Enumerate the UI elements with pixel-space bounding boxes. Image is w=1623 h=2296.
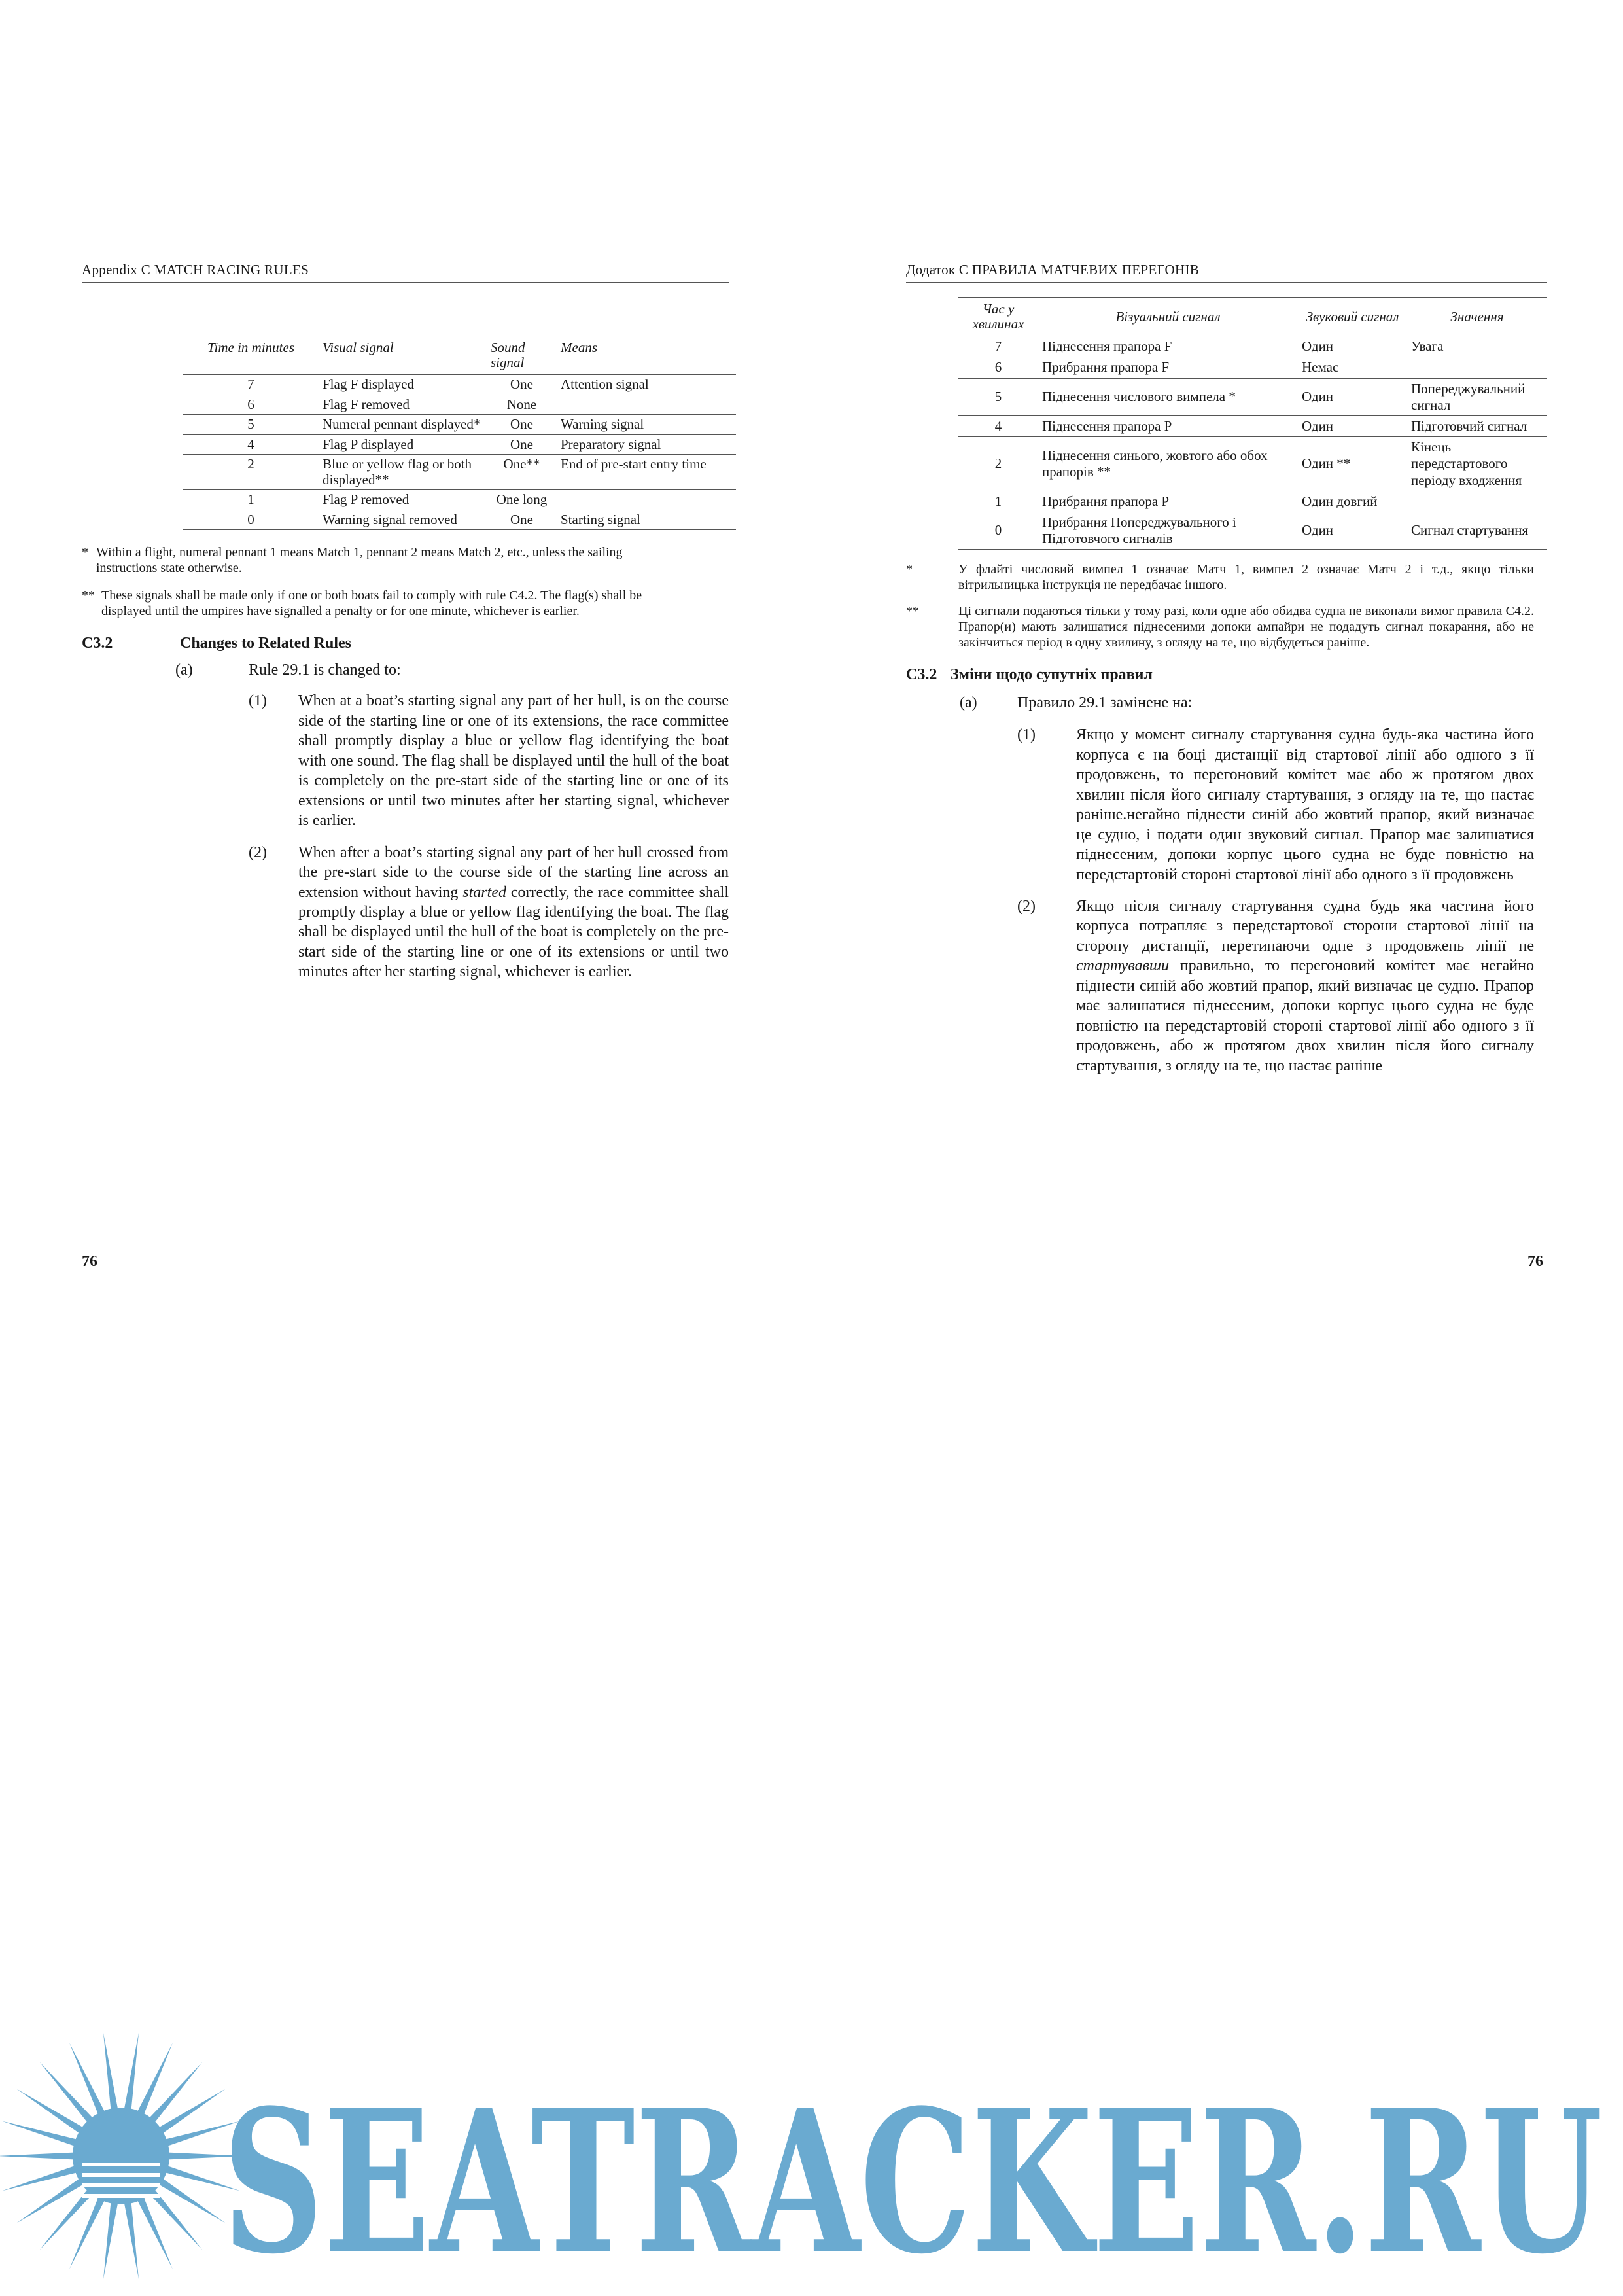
item-text: Якщо у момент сигналу стартування судна будь-яка частина його корпуса є на боці дистанції від стартової лінії або одного з її продовжень, то перегоновий комітет має або ж протягом двох хвилин після його сигналу стартування, з огляду на те, що настає раніше.негайно піднести синій або жовтий прапор, який визначає це судно, і подати один звуковий сигнал. Прапор має залишатися піднесеним, допоки корпус цього судна не буде повністю на передстартовій стороні стартової лінії або одного з її продовжень xyxy=(1076,726,1534,883)
item-text-part: correctly, the race committee shall promptly display a blue or yellow flag identifying the boat. The flag shall be displayed until the hull of the boat is completely on the pre-start side of the starting line or one of its extensions or until two minutes after her starting signal, whichever is earlier. xyxy=(298,883,729,981)
item-text-part: When after a boat’s starting signal any part of her hull crossed from the pre-start side to the course side of the starting line across an extension without having xyxy=(298,843,729,901)
ukrainian-column xyxy=(906,262,1547,1076)
item-text xyxy=(298,843,729,982)
cell-time: 0 xyxy=(247,511,254,527)
item-number: (1) xyxy=(1017,726,1036,744)
cell-sound: One long xyxy=(496,491,548,508)
table-row xyxy=(183,434,736,455)
footnote-mark: ** xyxy=(906,604,919,619)
cell-sound: Немає xyxy=(1302,359,1338,376)
cell-time: 2 xyxy=(247,456,254,472)
cell-sound: One xyxy=(510,436,533,452)
cell-sound: One xyxy=(510,416,533,433)
footnote-mark: * xyxy=(82,545,88,560)
item-text-part: правильно, то перегоновий комітет має негайно піднести синій або жовтий прапор, який визначає це судно. Прапор має залишатися піднесеним, допоки корпус цього судна не буде повністю на передстартовій стороні стартової лінії або одного з її продовжень, або ж протягом двох хвилин після його сигналу стартування, з огляду на те, що настає раніше xyxy=(1076,957,1534,1074)
cell-time: 1 xyxy=(247,491,254,508)
column-header-sound: Sound signal xyxy=(491,340,525,371)
watermark-text: SEATRACKER.RU xyxy=(222,2066,1603,2293)
cell-time: 0 xyxy=(994,522,1002,539)
cell-time: 1 xyxy=(994,493,1002,509)
cell-time: 5 xyxy=(994,389,1002,405)
sunburst-icon xyxy=(0,2033,245,2279)
cell-sound: Один xyxy=(1302,389,1334,405)
cell-time: 4 xyxy=(247,436,254,452)
cell-means: Attention signal xyxy=(561,376,649,393)
subsection-text: Rule 29.1 is changed to: xyxy=(249,662,401,679)
cell-visual: Піднесення прапора Р xyxy=(1042,417,1172,434)
cell-sound: One** xyxy=(503,456,540,472)
table-row xyxy=(958,378,1547,415)
footnote-text: These signals shall be made only if one or both boats fail to comply with rule C4.2. The flag(s) shall be displayed until the umpires have signalled a penalty or for one minute, whichever is earlier. xyxy=(101,588,642,619)
cell-time: 6 xyxy=(247,396,254,412)
table-row xyxy=(958,437,1547,491)
cell-sound: Один xyxy=(1302,338,1334,355)
cell-means: End of pre-start entry time xyxy=(561,456,707,472)
cell-means xyxy=(557,395,736,415)
cell-means: Warning signal xyxy=(561,416,644,433)
cell-sound: Один довгий xyxy=(1302,493,1378,509)
cell-sound: Один xyxy=(1302,417,1334,434)
cell-time: 7 xyxy=(247,376,254,393)
footnote-1 xyxy=(82,544,729,576)
rule-item-1 xyxy=(82,691,729,830)
footnote-2 xyxy=(82,588,729,619)
cell-visual: Blue or yellow flag or both displayed** xyxy=(323,456,472,487)
cell-means xyxy=(557,490,736,510)
subsection-label: (a) xyxy=(960,694,977,712)
cell-means: Попереджувальний сигнал xyxy=(1411,380,1526,413)
cell-visual: Піднесення синього, жовтого або обох прапорів ** xyxy=(1042,447,1268,480)
item-text-part: Якщо після сигналу стартування судна будь яка частина його корпуса потрапляє з передстартової сторони стартової лінії на сторону дистанції, перетинаючи одне з продовжень лінії не xyxy=(1076,898,1534,955)
table-row xyxy=(958,357,1547,378)
item-text xyxy=(1076,896,1534,1076)
section-title: Changes to Related Rules xyxy=(180,635,351,652)
cell-visual: Flag P removed xyxy=(323,491,410,508)
cell-means: Увага xyxy=(1411,338,1444,355)
cell-visual: Прибрання Попереджувального і Підготовчого сигналів xyxy=(1042,514,1236,547)
rule-item-2 xyxy=(82,843,729,982)
cell-visual: Numeral pennant displayed* xyxy=(323,416,481,433)
signals-table xyxy=(183,339,736,530)
cell-visual: Піднесення прапора F xyxy=(1042,338,1172,355)
table-row xyxy=(958,415,1547,436)
table-row xyxy=(183,375,736,395)
cell-time: 6 xyxy=(994,359,1002,376)
table-row xyxy=(183,490,736,510)
column-header-means: Значення xyxy=(1450,308,1504,325)
defined-term: started xyxy=(462,883,506,901)
subsection-a xyxy=(906,694,1547,712)
section-heading xyxy=(82,635,729,652)
table-header-row xyxy=(958,298,1547,336)
signals-table xyxy=(958,297,1547,550)
section-number: C3.2 xyxy=(82,635,113,652)
table-row xyxy=(958,336,1547,357)
footnote-1 xyxy=(906,561,1547,593)
defined-term: стартувавши xyxy=(1076,957,1170,975)
subsection-a xyxy=(82,662,729,679)
footnote-mark: * xyxy=(906,562,913,577)
cell-visual: Flag F displayed xyxy=(323,376,414,393)
cell-sound: One xyxy=(510,511,533,527)
cell-visual: Flag P displayed xyxy=(323,436,414,452)
cell-visual: Прибрання прапора Р xyxy=(1042,493,1170,509)
cell-visual: Прибрання прапора F xyxy=(1042,359,1170,376)
column-header-time: Час у хвилинах xyxy=(972,301,1024,332)
subsection-text: Правило 29.1 замінене на: xyxy=(1017,694,1193,712)
cell-time: 5 xyxy=(247,416,254,433)
rule-item-1 xyxy=(906,725,1547,885)
footnote-text: Within a flight, numeral pennant 1 means Match 1, pennant 2 means Match 2, etc., unless the sailing instructions state otherwise. xyxy=(96,545,623,576)
cell-sound: Один xyxy=(1302,522,1334,539)
page-number: 76 xyxy=(1527,1253,1543,1270)
table-row xyxy=(183,395,736,415)
section-title: Зміни щодо супутніх правил xyxy=(951,666,1153,684)
cell-sound: Один ** xyxy=(1302,455,1351,472)
footnote-2 xyxy=(906,603,1547,650)
item-number: (2) xyxy=(1017,898,1036,915)
table-row xyxy=(958,491,1547,512)
cell-means xyxy=(1407,357,1547,378)
footnote-text: Ці сигнали подаються тільки у тому разі, коли одне або обидва судна не виконали вимог правила С4.2. Прапор(и) мають залишатися піднесеними допоки ампайри не подадуть сигнал покарання, або не закінчиться період в одну хвилину, з огляду на те, що відбудеться раніше. xyxy=(958,604,1534,650)
table-row xyxy=(183,415,736,435)
cell-visual: Warning signal removed xyxy=(323,511,457,527)
cell-time: 2 xyxy=(994,455,1002,472)
table-header-row xyxy=(183,339,736,375)
cell-time: 7 xyxy=(994,338,1002,355)
table-row xyxy=(183,510,736,530)
cell-means: Сигнал стартування xyxy=(1411,522,1529,539)
section-number: С3.2 xyxy=(906,666,937,684)
running-header: Appendix C MATCH RACING RULES xyxy=(82,262,729,283)
section-heading xyxy=(906,666,1547,684)
item-number: (2) xyxy=(249,843,267,861)
footnote-text: У флайті числовий вимпел 1 означає Матч 1, вимпел 2 означає Матч 2 і т.д., якщо тільки вітрильницька інструкція не передбачає іншого. xyxy=(958,562,1534,593)
column-header-visual: Візуальний сигнал xyxy=(1115,308,1221,325)
page-number: 76 xyxy=(82,1253,97,1270)
running-header: Додаток С ПРАВИЛА МАТЧЕВИХ ПЕРЕГОНІВ xyxy=(906,262,1547,283)
rule-item-2 xyxy=(906,896,1547,1076)
cell-means: Кінець передстартового періоду входження xyxy=(1411,439,1522,488)
table-row xyxy=(183,455,736,490)
cell-means: Підготовчий сигнал xyxy=(1411,417,1527,434)
english-column xyxy=(82,262,729,982)
subsection-label: (a) xyxy=(175,662,193,679)
column-header-visual: Visual signal xyxy=(323,340,394,355)
column-header-time: Time in minutes xyxy=(207,340,294,355)
column-header-means: Means xyxy=(561,340,597,355)
cell-means: Starting signal xyxy=(561,511,640,527)
cell-means: Preparatory signal xyxy=(561,436,661,452)
watermark-logo xyxy=(0,2019,1623,2293)
column-header-sound: Звуковий сигнал xyxy=(1306,308,1399,325)
cell-visual: Піднесення числового вимпела * xyxy=(1042,389,1236,405)
cell-sound: One xyxy=(510,376,533,393)
cell-time: 4 xyxy=(994,417,1002,434)
item-text: When at a boat’s starting signal any part of her hull, is on the course side of the starting line or one of its extensions, the race committee shall promptly display a blue or yellow flag identifying the boat with one sound. The flag shall be displayed until the hull of the boat is completely on the pre-start side of the starting line or one of its extensions or until two minutes after her starting signal, whichever is earlier. xyxy=(298,692,729,830)
cell-means xyxy=(1407,491,1547,512)
footnote-mark: ** xyxy=(82,588,95,603)
table-row xyxy=(958,512,1547,549)
cell-sound: None xyxy=(506,396,537,412)
item-number: (1) xyxy=(249,692,267,710)
cell-visual: Flag F removed xyxy=(323,396,410,412)
